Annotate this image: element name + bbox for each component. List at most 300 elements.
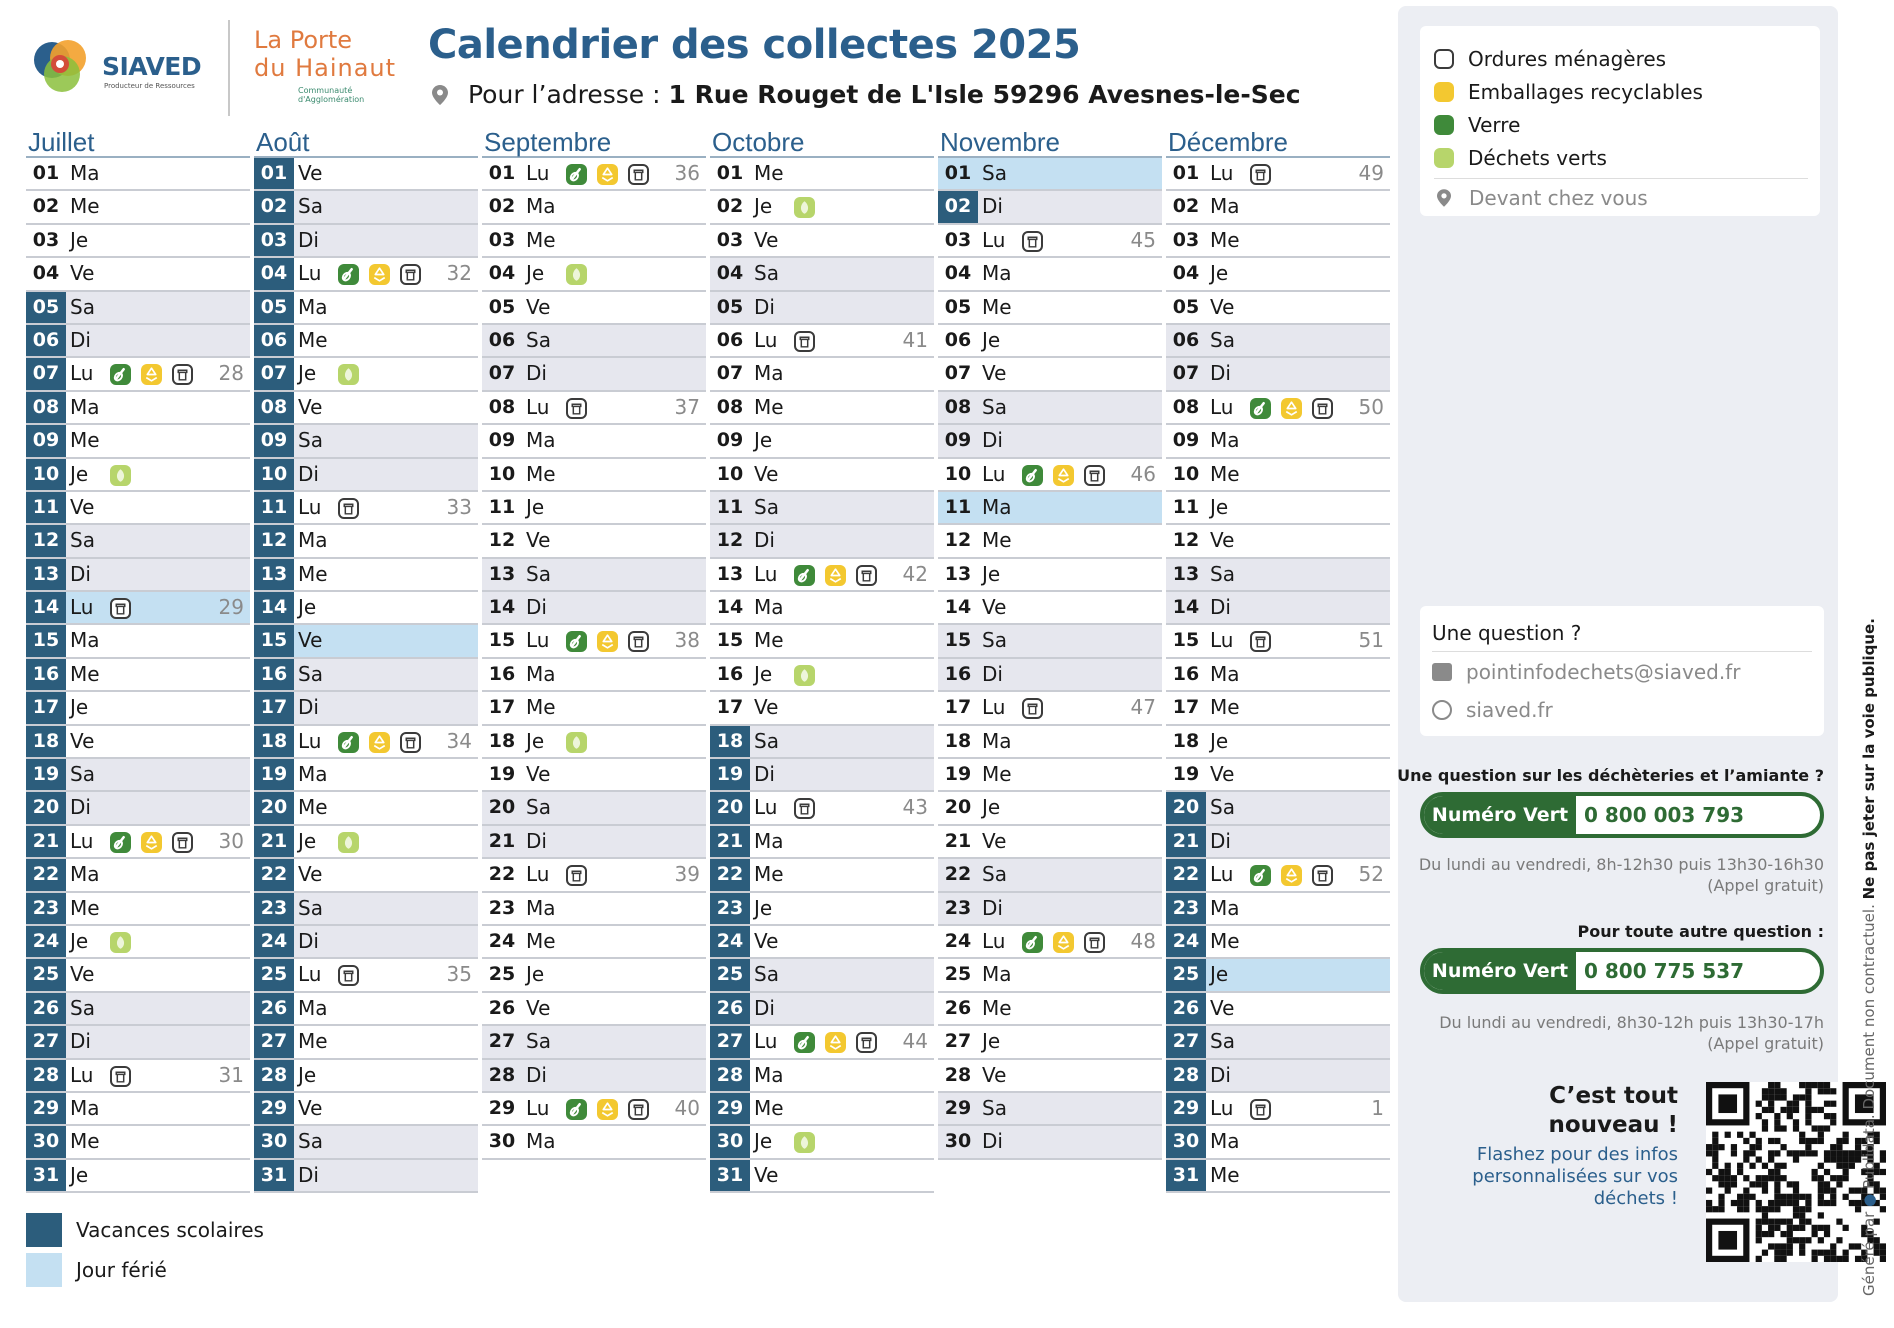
week-number: 51 <box>1358 628 1384 653</box>
leaf-icon <box>566 264 587 285</box>
day-row <box>254 959 478 992</box>
weekday: Me <box>1210 461 1240 486</box>
weekday: Ma <box>982 494 1012 519</box>
weekday: Ma <box>298 995 328 1020</box>
footer-generated: Généré par <box>1860 1211 1878 1296</box>
day-number: 22 <box>488 863 516 886</box>
trash-bin-icon <box>110 598 131 619</box>
weekday: Ma <box>754 595 784 620</box>
day-row <box>482 692 706 725</box>
porte-hainaut-logo-line2: du Hainaut <box>254 54 397 82</box>
day-row <box>710 959 934 992</box>
day-number: 27 <box>254 1026 294 1057</box>
day-row <box>710 726 934 759</box>
weekday: Ma <box>298 294 328 319</box>
weekday: Ma <box>70 862 100 887</box>
day-number: 17 <box>488 696 516 719</box>
weekday: Di <box>1210 828 1231 853</box>
day-number: 28 <box>710 1060 750 1091</box>
weekday: Lu <box>298 261 322 286</box>
weekday: Sa <box>982 628 1007 653</box>
day-row <box>26 726 250 759</box>
weekday: Ve <box>754 928 779 953</box>
day-number: 05 <box>716 295 744 318</box>
weekday: Ve <box>982 828 1007 853</box>
weekday: Je <box>70 227 89 252</box>
day-row <box>710 225 934 258</box>
recycle-icon <box>597 631 618 652</box>
day-row <box>938 292 1162 325</box>
weekday: Sa <box>70 528 95 553</box>
day-number: 10 <box>944 462 972 485</box>
day-row <box>26 1026 250 1059</box>
day-number: 26 <box>254 993 294 1024</box>
day-row <box>938 1093 1162 1126</box>
collection-icons <box>794 565 877 585</box>
legend-ordures-label: Ordures ménagères <box>1468 46 1667 71</box>
weekday: Je <box>70 461 89 486</box>
day-row <box>710 459 934 492</box>
weekday: Ve <box>70 728 95 753</box>
day-number: 21 <box>26 826 66 857</box>
day-number: 31 <box>254 1160 294 1191</box>
trash-bin-icon <box>1022 698 1043 719</box>
day-number: 09 <box>254 425 294 456</box>
trash-bin-icon <box>110 1066 131 1087</box>
day-row <box>254 826 478 859</box>
day-number: 30 <box>488 1130 516 1153</box>
weekday: Ve <box>298 862 323 887</box>
weekday: Je <box>298 595 317 620</box>
day-number: 19 <box>710 759 750 790</box>
day-row <box>254 191 478 224</box>
day-row <box>710 625 934 658</box>
month-name: Juillet <box>26 126 250 158</box>
numero-vert-1[interactable] <box>1420 792 1824 838</box>
day-number: 17 <box>254 692 294 723</box>
weekday: Me <box>526 461 556 486</box>
day-number: 15 <box>1172 629 1200 652</box>
day-row <box>254 726 478 759</box>
weekday: Lu <box>982 227 1006 252</box>
day-row <box>254 893 478 926</box>
month-column <box>26 126 250 1193</box>
day-number: 07 <box>944 362 972 385</box>
weekday: Ve <box>526 762 551 787</box>
recycle-icon <box>1053 932 1074 953</box>
glass-bottle-icon <box>794 565 815 586</box>
weekday: Di <box>526 361 547 386</box>
day-row <box>710 792 934 825</box>
weekday: Ma <box>526 428 556 453</box>
collection-icons <box>1022 465 1105 485</box>
day-number: 03 <box>1172 228 1200 251</box>
collection-icons <box>794 665 815 685</box>
weekday: Ma <box>982 962 1012 987</box>
day-number: 21 <box>254 826 294 857</box>
day-row <box>26 792 250 825</box>
day-number: 14 <box>716 596 744 619</box>
weekday: Je <box>1210 261 1229 286</box>
day-number: 02 <box>254 191 294 222</box>
day-number: 03 <box>944 228 972 251</box>
week-number: 35 <box>446 962 472 987</box>
day-row <box>482 1060 706 1093</box>
day-row <box>938 1060 1162 1093</box>
trash-bin-icon <box>566 865 587 886</box>
numero-vert-2-number[interactable]: 0 800 775 537 <box>1584 959 1745 983</box>
glass-bottle-icon <box>1250 398 1271 419</box>
footer-brand: Publidata. <box>1860 1114 1878 1190</box>
day-row <box>1166 225 1390 258</box>
day-row <box>1166 1160 1390 1193</box>
day-row <box>938 592 1162 625</box>
weekday: Ve <box>298 1095 323 1120</box>
day-number: 17 <box>716 696 744 719</box>
weekday: Lu <box>1210 394 1234 419</box>
day-row <box>710 358 934 391</box>
page-title: Calendrier des collectes 2025 <box>428 22 1081 68</box>
weekday: Je <box>526 962 545 987</box>
weekday: Di <box>70 1029 91 1054</box>
day-row <box>938 325 1162 358</box>
day-row <box>1166 325 1390 358</box>
glass-bottle-icon <box>1434 115 1454 135</box>
day-number: 07 <box>254 358 294 389</box>
day-row <box>710 659 934 692</box>
weekday: Ve <box>70 494 95 519</box>
weekday: Ma <box>1210 194 1240 219</box>
weekday: Me <box>70 1129 100 1154</box>
month-column <box>710 126 934 1193</box>
day-number: 13 <box>254 559 294 590</box>
day-number: 22 <box>710 859 750 890</box>
weekday: Je <box>298 828 317 853</box>
numero-vert-1-hours-line1: Du lundi au vendredi, 8h-12h30 puis 13h30-16h30 <box>1418 855 1824 874</box>
day-row <box>710 893 934 926</box>
day-row <box>1166 625 1390 658</box>
day-number: 23 <box>1166 893 1206 924</box>
day-row <box>482 993 706 1026</box>
weekday: Me <box>298 561 328 586</box>
day-number: 17 <box>1172 696 1200 719</box>
day-row <box>254 625 478 658</box>
weekday: Lu <box>754 795 778 820</box>
day-number: 12 <box>488 529 516 552</box>
trash-bin-icon <box>1250 631 1271 652</box>
day-number: 20 <box>488 796 516 819</box>
day-row <box>938 692 1162 725</box>
trash-bin-icon <box>1084 932 1105 953</box>
day-number: 13 <box>944 562 972 585</box>
day-number: 10 <box>1172 462 1200 485</box>
collection-icons <box>110 598 131 618</box>
weekday: Ma <box>526 895 556 920</box>
month-name: Septembre <box>482 126 706 158</box>
day-number: 14 <box>488 596 516 619</box>
day-row <box>26 1160 250 1193</box>
logo-divider <box>228 20 230 116</box>
day-row <box>710 826 934 859</box>
collection-legend <box>1420 26 1820 216</box>
weekday: Lu <box>526 628 550 653</box>
day-row <box>26 292 250 325</box>
day-number: 06 <box>26 325 66 356</box>
contact-email-text[interactable]: pointinfodechets@siaved.fr <box>1466 660 1741 684</box>
location-pin-icon <box>1437 189 1451 207</box>
weekday: Di <box>526 595 547 620</box>
day-number: 25 <box>488 963 516 986</box>
day-row <box>482 559 706 592</box>
day-number: 28 <box>26 1060 66 1091</box>
weekday: Ma <box>70 1095 100 1120</box>
day-number: 01 <box>488 162 516 184</box>
day-number: 10 <box>716 462 744 485</box>
day-row <box>26 225 250 258</box>
weekday: Lu <box>754 561 778 586</box>
day-row <box>26 191 250 224</box>
weekday: Ma <box>1210 1129 1240 1154</box>
qr-code[interactable] <box>1706 1082 1886 1262</box>
day-row <box>254 158 478 191</box>
day-number: 10 <box>488 462 516 485</box>
week-number: 29 <box>218 595 244 620</box>
weekday: Me <box>754 862 784 887</box>
day-number: 20 <box>710 792 750 823</box>
day-row <box>938 759 1162 792</box>
collection-icons <box>1250 164 1271 184</box>
day-number: 30 <box>254 1126 294 1157</box>
collection-icons <box>794 197 815 217</box>
weekday: Lu <box>526 161 550 185</box>
contact-website-text[interactable]: siaved.fr <box>1466 698 1553 722</box>
day-number: 15 <box>254 625 294 656</box>
weekday: Lu <box>982 928 1006 953</box>
day-number: 26 <box>488 996 516 1019</box>
week-number: 28 <box>218 361 244 386</box>
day-row <box>254 692 478 725</box>
legend-verre-label: Verre <box>1468 112 1521 137</box>
day-number: 08 <box>26 392 66 423</box>
weekday: Sa <box>754 261 779 286</box>
weekday: Ve <box>754 695 779 720</box>
day-row <box>26 559 250 592</box>
day-number: 24 <box>254 926 294 957</box>
day-number: 29 <box>26 1093 66 1124</box>
legend-vacances-label: Vacances scolaires <box>76 1218 264 1242</box>
week-number: 37 <box>674 394 700 419</box>
day-row <box>482 191 706 224</box>
day-number: 02 <box>1172 195 1200 218</box>
recycle-icon <box>141 832 162 853</box>
day-number: 01 <box>32 162 60 184</box>
day-row <box>254 559 478 592</box>
day-row <box>26 1060 250 1093</box>
day-row <box>710 1160 934 1193</box>
day-row <box>938 191 1162 224</box>
weekday: Lu <box>70 595 94 620</box>
day-row <box>710 292 934 325</box>
day-number: 07 <box>488 362 516 385</box>
recycle-icon <box>141 364 162 385</box>
porte-hainaut-logo <box>254 26 414 116</box>
day-number: 16 <box>26 659 66 690</box>
weekday: Me <box>754 628 784 653</box>
weekday: Lu <box>298 728 322 753</box>
weekday: Me <box>298 327 328 352</box>
day-number: 02 <box>32 195 60 218</box>
day-number: 07 <box>716 362 744 385</box>
day-row <box>26 258 250 291</box>
day-row <box>482 826 706 859</box>
day-number: 27 <box>944 1030 972 1053</box>
numero-vert-2[interactable] <box>1420 948 1824 994</box>
day-number: 09 <box>716 429 744 452</box>
vertical-footer <box>1860 618 1878 1296</box>
weekday: Me <box>754 1095 784 1120</box>
day-number: 24 <box>488 929 516 952</box>
day-row <box>482 926 706 959</box>
siaved-logo-tagline: Producteur de Ressources <box>104 82 195 90</box>
address-label: Pour l’adresse : <box>468 80 669 109</box>
legend-divider <box>1434 178 1808 179</box>
location-pin-icon <box>432 85 448 105</box>
day-row <box>710 325 934 358</box>
day-number: 16 <box>1172 662 1200 685</box>
week-number: 49 <box>1358 161 1384 185</box>
week-number: 39 <box>674 862 700 887</box>
numero-vert-1-number[interactable]: 0 800 003 793 <box>1584 803 1745 827</box>
weekday: Di <box>754 762 775 787</box>
day-number: 12 <box>716 529 744 552</box>
legend-emballages-label: Emballages recyclables <box>1468 79 1703 104</box>
new-feature-description: Flashez pour des infos personnalisées sur vos déchets ! <box>1472 1144 1678 1209</box>
day-row <box>1166 959 1390 992</box>
day-row <box>482 625 706 658</box>
day-row <box>26 325 250 358</box>
day-number: 03 <box>32 228 60 251</box>
weekday: Ma <box>526 1129 556 1154</box>
day-row <box>710 1126 934 1159</box>
day-number: 27 <box>1166 1026 1206 1057</box>
numero-vert-2-hours-line1: Du lundi au vendredi, 8h30-12h puis 13h30-17h <box>1439 1013 1824 1032</box>
legend-devant-label: Devant chez vous <box>1469 185 1648 210</box>
day-row <box>26 1126 250 1159</box>
weekday: Me <box>1210 227 1240 252</box>
day-number: 06 <box>716 328 744 351</box>
leaf-icon <box>1434 148 1454 168</box>
day-row <box>254 1093 478 1126</box>
day-row <box>1166 692 1390 725</box>
day-number: 30 <box>710 1126 750 1157</box>
weekday: Ma <box>526 194 556 219</box>
glass-bottle-icon <box>338 264 359 285</box>
day-row <box>482 592 706 625</box>
month-name: Novembre <box>938 126 1162 158</box>
day-number: 13 <box>1172 562 1200 585</box>
day-row <box>482 859 706 892</box>
contact-email[interactable] <box>1432 654 1812 690</box>
day-row <box>482 726 706 759</box>
contact-website[interactable] <box>1432 692 1812 728</box>
day-row <box>26 158 250 191</box>
day-row <box>482 1093 706 1126</box>
week-number: 48 <box>1130 928 1156 953</box>
weekday: Ma <box>1210 895 1240 920</box>
weekday: Lu <box>982 461 1006 486</box>
day-number: 01 <box>944 162 972 184</box>
day-row <box>254 225 478 258</box>
day-number: 09 <box>1172 429 1200 452</box>
day-number: 29 <box>710 1093 750 1124</box>
day-row <box>1166 559 1390 592</box>
day-number: 29 <box>488 1096 516 1119</box>
day-row <box>938 726 1162 759</box>
collection-icons <box>338 264 421 284</box>
legend-vacances <box>26 1213 264 1247</box>
recycle-icon <box>597 164 618 185</box>
month-column <box>938 126 1162 1160</box>
day-number: 24 <box>1166 926 1206 957</box>
weekday: Lu <box>754 1029 778 1054</box>
collection-icons <box>566 631 649 651</box>
day-number: 20 <box>1166 792 1206 823</box>
weekday: Me <box>754 161 784 185</box>
trash-bin-icon <box>400 732 421 753</box>
weekday: Sa <box>754 962 779 987</box>
glass-bottle-icon <box>1022 932 1043 953</box>
day-number: 23 <box>26 893 66 924</box>
weekday: Ma <box>754 361 784 386</box>
day-row <box>1166 659 1390 692</box>
weekday: Me <box>1210 695 1240 720</box>
day-row <box>938 258 1162 291</box>
day-row <box>710 425 934 458</box>
weekday: Ma <box>982 728 1012 753</box>
weekday: Sa <box>982 161 1007 185</box>
trash-bin-icon <box>628 631 649 652</box>
trash-bin-icon <box>1312 865 1333 886</box>
weekday: Me <box>70 428 100 453</box>
day-number: 17 <box>944 696 972 719</box>
weekday: Me <box>982 995 1012 1020</box>
day-row <box>1166 1093 1390 1126</box>
weekday: Di <box>1210 1062 1231 1087</box>
day-row <box>938 425 1162 458</box>
weekday: Lu <box>526 1095 550 1120</box>
day-row <box>254 1060 478 1093</box>
day-number: 30 <box>1166 1126 1206 1157</box>
day-number: 05 <box>944 295 972 318</box>
weekday: Sa <box>982 1095 1007 1120</box>
day-row <box>1166 191 1390 224</box>
weekday: Sa <box>526 327 551 352</box>
weekday: Ve <box>754 227 779 252</box>
weekday: Sa <box>298 661 323 686</box>
day-number: 31 <box>710 1160 750 1191</box>
day-row <box>1166 258 1390 291</box>
address-value: 1 Rue Rouget de L'Isle 59296 Avesnes-le-Sec <box>668 80 1301 109</box>
collection-icons <box>1022 231 1043 251</box>
day-row <box>254 659 478 692</box>
collection-icons <box>566 1099 649 1119</box>
weekday: Ma <box>982 261 1012 286</box>
day-number: 18 <box>26 726 66 757</box>
weekday: Di <box>982 1129 1003 1154</box>
weekday: Ve <box>298 628 323 653</box>
day-number: 01 <box>716 162 744 184</box>
weekday: Ma <box>298 762 328 787</box>
